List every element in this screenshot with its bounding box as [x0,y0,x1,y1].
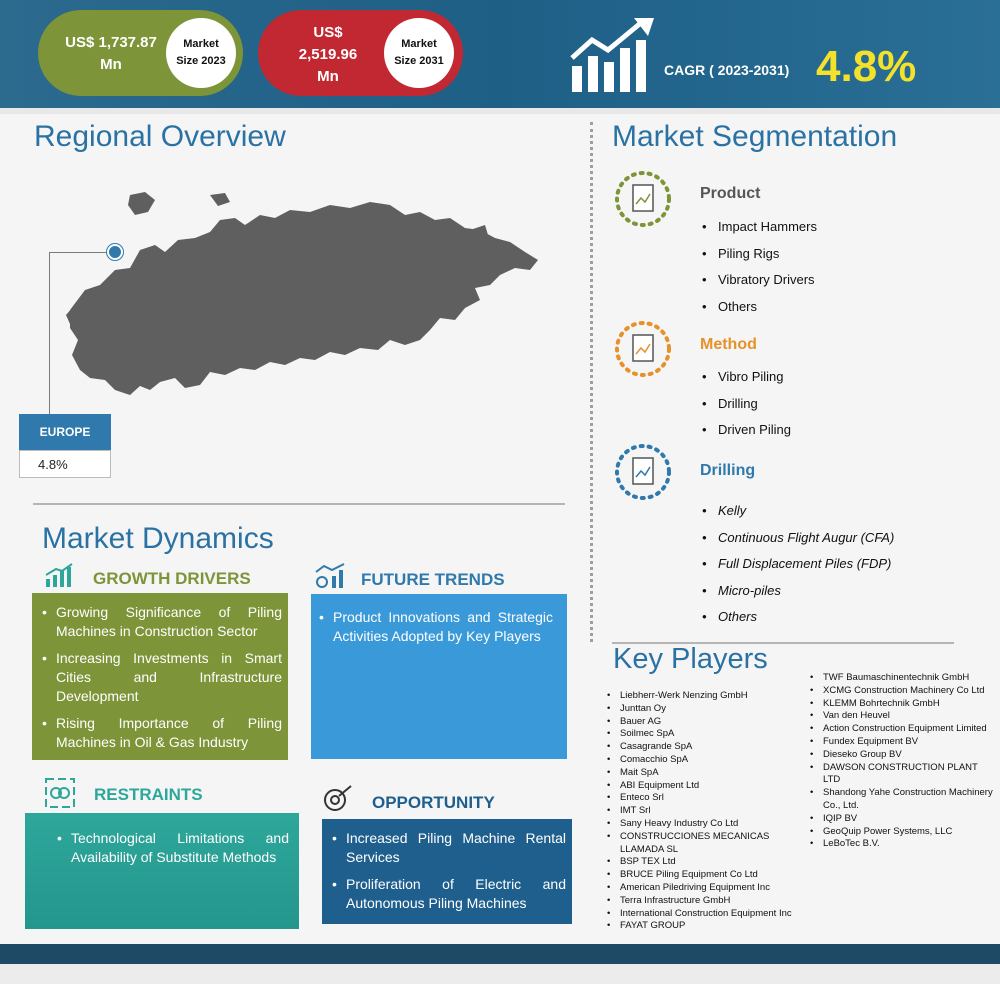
regional-overview-title: Regional Overview [34,120,286,153]
key-player-item: • BSP TEX Ltd [620,856,812,869]
segment-product-item: • Impact Hammers [718,219,817,234]
key-player-item: • Action Construction Equipment Limited [823,723,993,736]
future-trend-item: • Product Innovations and Strategic Activities Adopted by Key Players [317,608,553,646]
key-player-item: • FAYAT GROUP [620,920,812,933]
europe-region-label: EUROPE [19,414,111,450]
europe-callout-line-horizontal [49,252,113,253]
key-players-list-2 [823,672,993,851]
key-player-item: • Casagrande SpA [620,741,812,754]
opportunity-item: • Proliferation of Electric and Autonomous Piling Machines [330,875,566,913]
key-player-item: • LeBoTec B.V. [823,838,993,851]
market-size-2023-pill [38,10,243,96]
opportunity-icon [321,784,355,814]
key-player-item: • Van den Heuvel [823,710,993,723]
segment-drilling-title: Drilling [700,462,756,479]
europe-location-marker [107,244,123,260]
growth-drivers-title: GROWTH DRIVERS [93,569,251,588]
footer-strip [0,964,1000,984]
regional-divider [33,503,565,505]
key-player-item: • Dieseko Group BV [823,749,993,762]
key-player-item: • GeoQuip Power Systems, LLC [823,826,993,839]
key-player-item: • Bauer AG [620,716,812,729]
key-player-item: • Terra Infrastructure GmbH [620,895,812,908]
key-players-list-1 [620,690,812,933]
segment-product-item: • Piling Rigs [718,246,779,261]
key-player-item: • Enteco Srl [620,792,812,805]
market-size-2031-value [278,22,378,88]
segment-method-title: Method [700,336,757,353]
key-player-item: • DAWSON CONSTRUCTION PLANT LTD [823,762,993,788]
key-player-item: • Soilmec SpA [620,728,812,741]
opportunity-box [322,819,572,924]
segment-product-item: • Vibratory Drivers [718,272,815,287]
key-player-item: • KLEMM Bohrtechnik GmbH [823,698,993,711]
market-size-2023-label [166,18,236,88]
restraint-item: • Technological Limitations and Availability of Substitute Methods [55,829,289,867]
segment-method-item: • Vibro Piling [718,369,784,384]
market-dynamics-title: Market Dynamics [42,522,274,555]
footer-band [0,944,1000,964]
segment-product-item: • Others [718,299,757,314]
market-size-2023-value [52,32,170,76]
vertical-divider [590,122,593,642]
key-player-item: • ABI Equipment Ltd [620,780,812,793]
growth-driver-item: • Rising Importance of Piling Machines in Oil & Gas Industry [40,714,282,752]
key-player-item: • IMT Srl [620,805,812,818]
market-size-2023-label-line1: Market [183,38,219,50]
segment-drilling-item: • Others [718,609,757,624]
market-size-2023-value-line1: US$ 1,737.87 [65,34,157,51]
market-size-2023-label-line2: Size 2023 [176,55,226,67]
restraints-title: RESTRAINTS [94,785,203,804]
segment-method-item: • Driven Piling [718,422,791,437]
market-size-2031-label [384,18,454,88]
key-player-item: • Fundex Equipment BV [823,736,993,749]
product-document-icon [614,170,672,228]
drilling-document-icon [614,443,672,501]
growth-drivers-box [32,593,288,760]
restraints-box [25,813,299,929]
europe-region-cagr: 4.8% [19,450,111,478]
key-player-item: • IQIP BV [823,813,993,826]
restraints-icon [44,777,76,809]
future-trends-box [311,594,567,759]
segment-drilling-item: • Kelly [718,503,746,518]
key-player-item: • Mait SpA [620,767,812,780]
segment-drilling-item: • Micro-piles [718,583,781,598]
future-trends-icon [314,562,348,590]
market-size-2031-label-line2: Size 2031 [394,55,444,67]
segment-method-item: • Drilling [718,396,758,411]
key-player-item: • Junttan Oy [620,703,812,716]
market-size-2031-pill [258,10,463,96]
cagr-label: CAGR ( 2023-2031) [664,62,790,78]
opportunity-item: • Increased Piling Machine Rental Services [330,829,566,867]
cagr-value: 4.8% [816,42,917,91]
key-player-item: • BRUCE Piling Equipment Co Ltd [620,869,812,882]
segment-product-title: Product [700,185,761,202]
segment-drilling-item: • Full Displacement Piles (FDP) [718,556,891,571]
key-player-item: • International Construction Equipment Inc [620,908,812,921]
growth-chart-icon [568,18,658,94]
key-player-item: • Liebherr-Werk Nenzing GmbH [620,690,812,703]
market-size-2031-label-line1: Market [401,38,437,50]
key-player-item: • Comacchio SpA [620,754,812,767]
growth-drivers-icon [44,563,74,589]
market-size-2031-value-line2: 2,519.96 [298,46,358,63]
market-size-2031-value-line1: US$ [313,24,343,41]
market-size-2023-value-line2: Mn [100,56,122,73]
segment-drilling-item: • Continuous Flight Augur (CFA) [718,530,894,545]
key-player-item: • American Piledriving Equipment Inc [620,882,812,895]
market-segmentation-title: Market Segmentation [612,120,898,153]
key-player-item: • XCMG Construction Machinery Co Ltd [823,685,993,698]
key-player-item: • Sany Heavy Industry Co Ltd [620,818,812,831]
method-document-icon [614,320,672,378]
key-player-item: • Shandong Yahe Construction Machinery Co., Ltd. [823,787,993,813]
opportunity-title: OPPORTUNITY [372,793,495,812]
key-players-title: Key Players [613,643,768,675]
key-player-item: • TWF Baumaschinentechnik GmbH [823,672,993,685]
europe-map [60,190,550,400]
market-size-2031-value-line3: Mn [317,68,339,85]
future-trends-title: FUTURE TRENDS [361,570,505,589]
growth-driver-item: • Increasing Investments in Smart Cities and Infrastructure Development [40,649,282,706]
growth-driver-item: • Growing Significance of Piling Machines in Construction Sector [40,603,282,641]
key-player-item: • CONSTRUCCIONES MECANICAS LLAMADA SL [620,831,770,857]
europe-callout-line-vertical [49,252,50,416]
